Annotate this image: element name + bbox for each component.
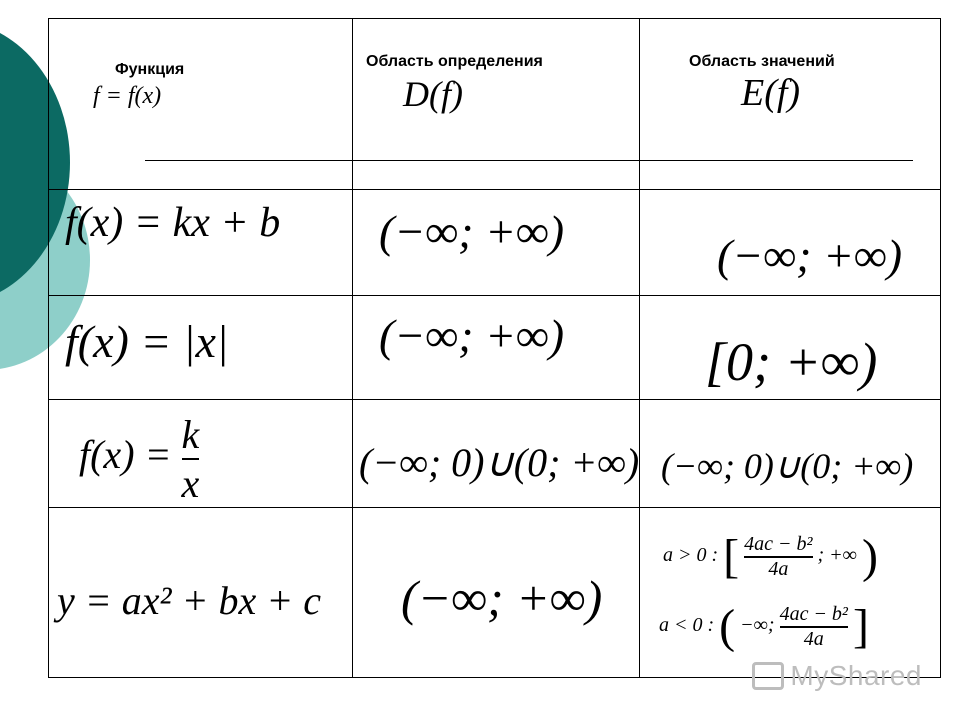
watermark-text: MyShared bbox=[790, 660, 922, 691]
header-domain-formula: D(f) bbox=[403, 74, 463, 114]
functions-table bbox=[48, 18, 941, 678]
row-divider bbox=[49, 295, 940, 296]
row-1-range: (−∞; +∞) bbox=[717, 230, 903, 281]
row-3-range: (−∞; 0)∪(0; +∞) bbox=[661, 446, 914, 486]
presentation-icon bbox=[752, 662, 784, 690]
column-divider bbox=[352, 19, 353, 677]
row-4-range-a-negative-numerator: 4ac − b² bbox=[779, 602, 848, 625]
row-divider bbox=[49, 189, 940, 190]
row-1-function: f(x) = kx + b bbox=[65, 200, 281, 246]
row-4-range-a-negative-denominator: 4a bbox=[780, 626, 848, 651]
row-4-range-a-positive-numerator: 4ac − b² bbox=[744, 532, 813, 555]
header-underline bbox=[145, 160, 913, 161]
row-4-range-a-negative: a < 0 : ( −∞; $\frac{\text{4ac − b²}}{4a}$ ] bbox=[659, 600, 869, 653]
row-3-function-fraction bbox=[182, 411, 200, 507]
row-4-range-a-positive-fraction bbox=[744, 533, 812, 581]
row-3-function-denominator: x bbox=[182, 458, 200, 507]
header-function-formula: f = f(x) bbox=[93, 83, 162, 109]
watermark bbox=[752, 660, 922, 692]
row-4-range-a-positive-denominator: 4a bbox=[744, 556, 812, 581]
row-3-function bbox=[79, 411, 199, 507]
row-4-range-a-negative-head: −∞; bbox=[740, 614, 775, 637]
row-4-function: y = ax² + bx + c bbox=[57, 578, 321, 623]
row-2-domain: (−∞; +∞) bbox=[379, 310, 565, 361]
row-divider bbox=[49, 399, 940, 400]
row-4-range-a-positive: a > 0 : [ $\frac{\text{4ac − b²}}{4a}$ ; +∞ ) bbox=[663, 530, 878, 583]
row-4-domain: (−∞; +∞) bbox=[401, 570, 603, 626]
row-divider bbox=[49, 507, 940, 508]
row-4-range-a-negative-fraction bbox=[780, 603, 848, 651]
row-3-domain: (−∞; 0)∪(0; +∞) bbox=[359, 440, 640, 485]
column-divider bbox=[639, 19, 640, 677]
header-domain: Область определения bbox=[366, 53, 543, 70]
header-range: Область значений bbox=[689, 53, 835, 70]
row-4-range-a-positive-cond: a > 0 : bbox=[663, 544, 719, 567]
row-3-function-numerator: k bbox=[181, 412, 200, 457]
header-range-formula: E(f) bbox=[741, 72, 801, 114]
row-2-function: f(x) = |x| bbox=[65, 316, 229, 367]
header-function: Функция bbox=[115, 61, 185, 78]
row-4-range-a-negative-cond: a < 0 : bbox=[659, 614, 715, 637]
row-1-domain: (−∞; +∞) bbox=[379, 206, 565, 257]
row-3-function-lhs: f(x) = bbox=[79, 432, 172, 478]
row-2-range: [0; +∞) bbox=[705, 332, 878, 392]
row-4-range-a-positive-tail: ; +∞ bbox=[817, 544, 857, 567]
